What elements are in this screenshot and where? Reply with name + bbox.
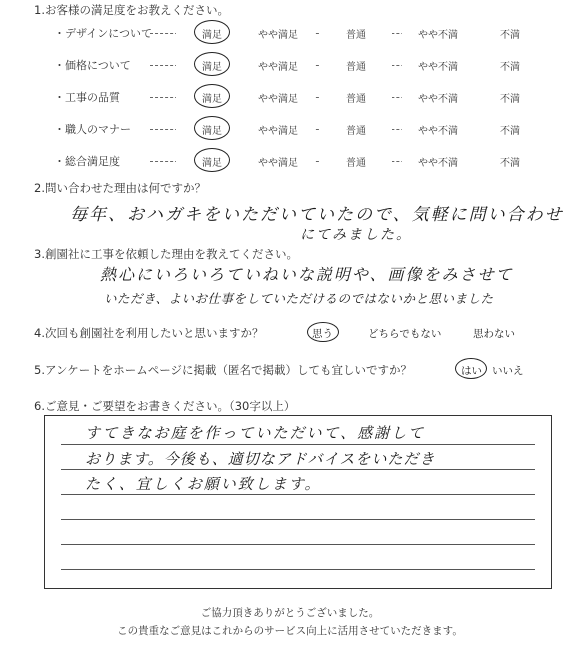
q5-title: 5.アンケートをホームページに掲載（匿名で掲載）しても宜しいですか？ <box>34 363 413 377</box>
q1-option[interactable]: やや不満 <box>402 154 474 169</box>
q1-option[interactable]: 普通 <box>320 26 392 41</box>
q1-title: 1.お客様の満足度をお教えください。 <box>34 3 229 17</box>
q1-option[interactable]: 普通 <box>320 90 392 105</box>
q5-option-yes[interactable]: はい <box>461 365 482 377</box>
q1-option[interactable]: やや不満 <box>402 90 474 105</box>
q1-row-label: ・価格について <box>54 59 131 72</box>
q1-option[interactable]: 普通 <box>320 154 392 169</box>
q1-option[interactable]: やや満足 <box>242 26 314 41</box>
footer-note: この貴重なご意見はこれからのサービス向上に活用させていただきます。 <box>117 625 463 637</box>
q1-option[interactable]: 普通 <box>320 58 392 73</box>
q4-selected-circle <box>307 322 339 342</box>
q4-option-neutral[interactable]: どちらでもない <box>368 328 442 340</box>
q3-title: 3.創園社に工事を依頼した理由を教えてください。 <box>34 247 298 261</box>
q1-row-label: ・職人のマナー <box>54 123 131 136</box>
comment-rule <box>61 519 535 520</box>
q1-option[interactable]: 満足 <box>176 58 248 73</box>
comment-rule <box>61 544 535 545</box>
q1-option[interactable]: やや満足 <box>242 90 314 105</box>
q2-answer-line1: 毎年、おハガキをいただいていたので、気軽に問い合わせ <box>70 205 564 225</box>
comment-box[interactable] <box>44 415 552 589</box>
q1-selected-circle <box>194 20 230 44</box>
comment-rule <box>61 469 535 470</box>
q1-option[interactable]: やや不満 <box>402 26 474 41</box>
q1-option[interactable]: 満足 <box>176 90 248 105</box>
q1-option[interactable]: やや満足 <box>242 122 314 137</box>
q2-title: 2.問い合わせた理由は何ですか？ <box>34 181 206 195</box>
q1-option[interactable]: やや不満 <box>402 122 474 137</box>
comment-rule <box>61 494 535 495</box>
q2-answer-line2: にてみました。 <box>300 227 412 243</box>
q4-option-disagree[interactable]: 思わない <box>473 328 515 340</box>
q6-answer-line1: すてきなお庭を作っていただいて、感謝して <box>85 424 426 442</box>
q5-option-no[interactable]: いいえ <box>492 365 524 377</box>
q1-row-label: ・工事の品質 <box>54 91 120 104</box>
q1-option[interactable]: 普通 <box>320 122 392 137</box>
q1-option[interactable]: 不満 <box>474 90 546 105</box>
comment-rule <box>61 444 535 445</box>
q1-selected-circle <box>194 84 230 108</box>
q1-option[interactable]: 不満 <box>474 154 546 169</box>
q1-option[interactable]: 不満 <box>474 58 546 73</box>
q6-answer-line3: たく、宜しくお願い致します。 <box>85 475 322 493</box>
q1-option[interactable]: 満足 <box>176 154 248 169</box>
comment-rule <box>61 569 535 570</box>
footer-thanks: ご協力頂きありがとうございました。 <box>200 607 380 619</box>
q1-row-label: ・デザインについて <box>54 27 153 40</box>
q6-answer-line2: おります。今後も、適切なアドバイスをいただき <box>85 450 436 468</box>
q1-selected-circle <box>194 52 230 76</box>
q6-title: 6.ご意見・ご要望をお書きください。（30字以上） <box>34 399 296 413</box>
q1-selected-circle <box>194 116 230 140</box>
q1-selected-circle <box>194 148 230 172</box>
q1-option[interactable]: やや満足 <box>242 154 314 169</box>
q1-option[interactable]: 満足 <box>176 26 248 41</box>
q4-title: 4.次回も創園社を利用したいと思いますか？ <box>34 326 264 340</box>
q1-option[interactable]: 満足 <box>176 122 248 137</box>
q1-option[interactable]: 不満 <box>474 26 546 41</box>
q1-option[interactable]: 不満 <box>474 122 546 137</box>
q5-selected-circle <box>455 358 487 379</box>
q4-option-agree[interactable]: 思う <box>312 328 333 340</box>
q1-option[interactable]: やや不満 <box>402 58 474 73</box>
q3-answer-line2: いただき、よいお仕事をしていただけるのではないかと思いました <box>104 291 494 306</box>
q1-row-label: ・総合満足度 <box>54 155 120 168</box>
q3-answer-line1: 熱心にいろいろていねいな説明や、画像をみさせて <box>100 265 514 284</box>
q1-option[interactable]: やや満足 <box>242 58 314 73</box>
